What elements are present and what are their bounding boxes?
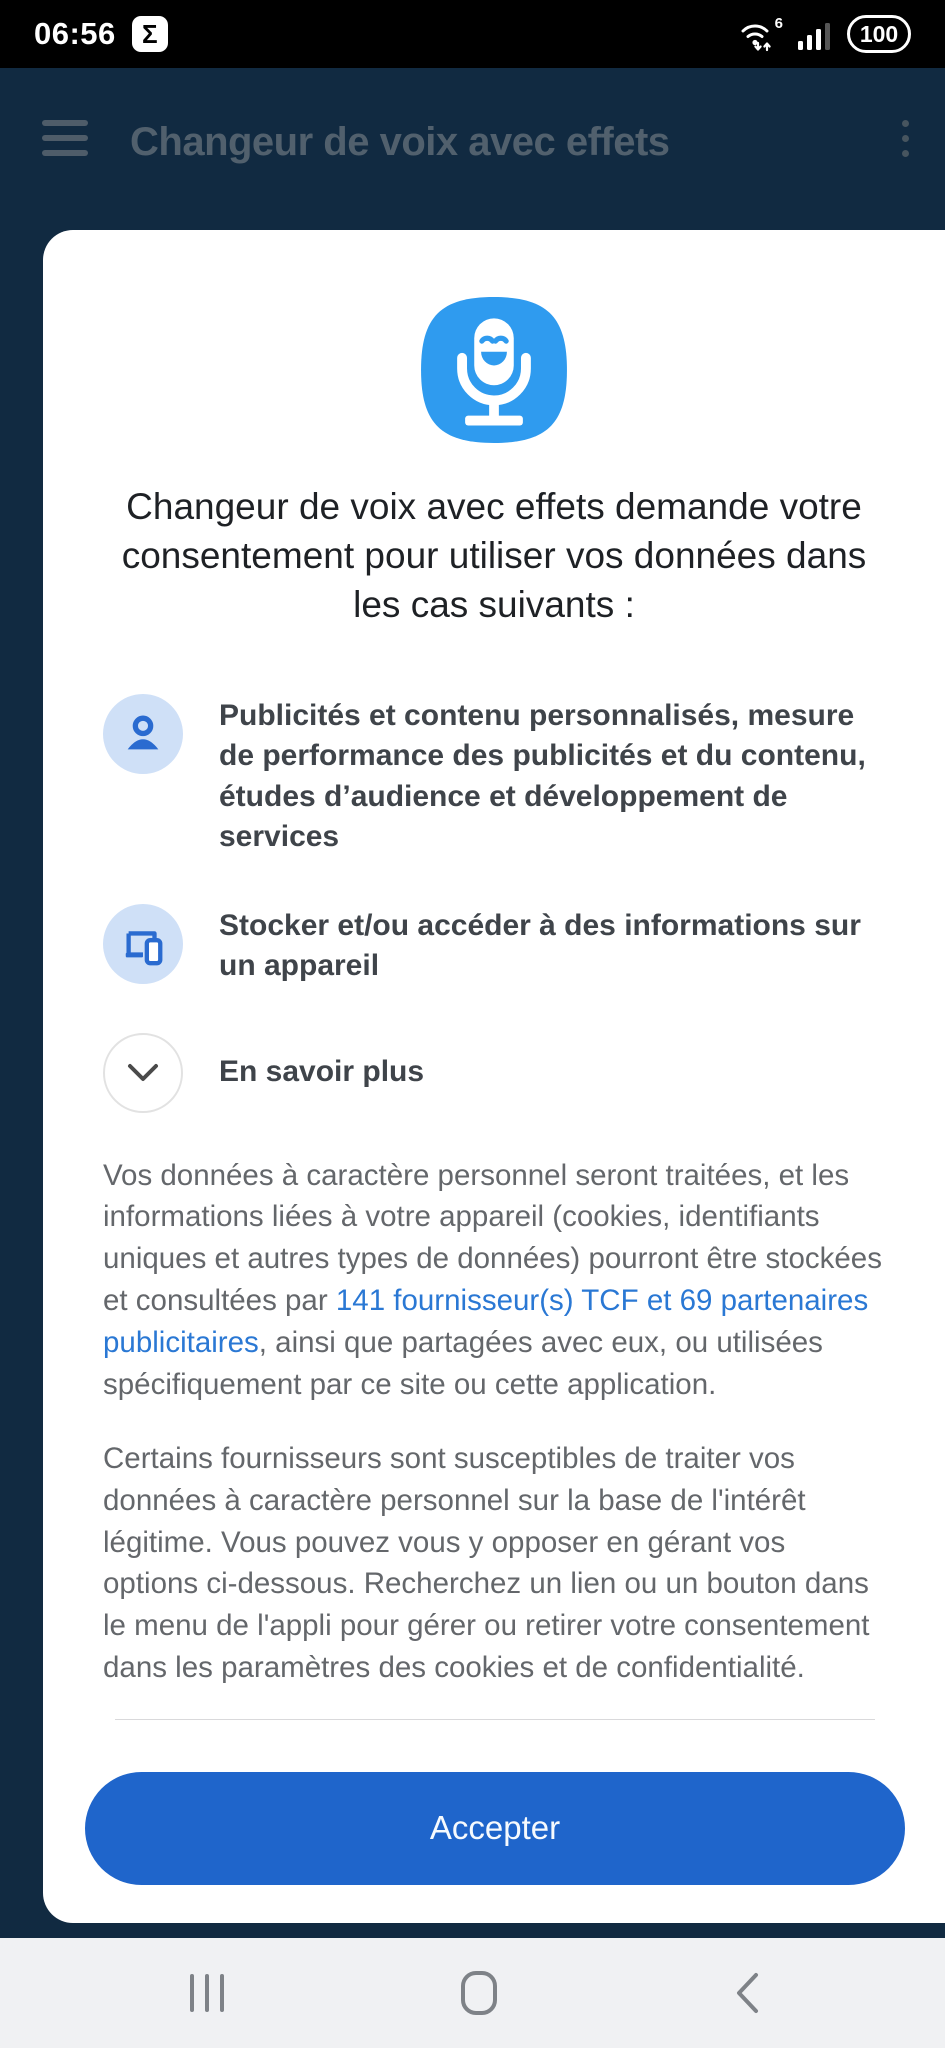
notification-app-glyph: Σ xyxy=(141,18,158,49)
status-bar-left xyxy=(34,16,168,52)
notification-app-icon xyxy=(132,16,168,52)
status-bar-right xyxy=(740,15,911,53)
wifi-icon xyxy=(740,16,783,52)
purpose-text: Stocker et/ou accéder à des informations sur un appareil xyxy=(219,908,861,983)
consent-dialog xyxy=(43,230,945,1923)
menu-icon[interactable] xyxy=(42,120,88,156)
battery-percent: 100 xyxy=(859,20,899,47)
overflow-menu-icon[interactable] xyxy=(902,120,909,157)
consent-paragraph-1 xyxy=(103,1155,885,1406)
paragraph-text: Vos données à caractère personnel seront traitées, et les informations liées à votre appareil (cookies, identifiants uniques et autres types de données) pourront être stockées et consultées par xyxy=(103,1158,882,1318)
chevron-down-icon[interactable] xyxy=(103,1033,183,1113)
divider xyxy=(115,1719,875,1720)
purpose-text: Publicités et contenu personnalisés, mesure de performance des publicités et du contenu, études d’audience et développement de services xyxy=(219,698,866,854)
home-icon xyxy=(460,1970,498,2016)
clock: 06:56 xyxy=(34,16,116,51)
battery-icon xyxy=(847,15,911,53)
signal-icon xyxy=(797,17,833,51)
person-icon xyxy=(103,694,183,774)
home-button[interactable] xyxy=(460,1970,498,2016)
tcf-vendors-link[interactable]: 141 fournisseur(s) TCF et 69 partenaires publicitaires xyxy=(103,1284,869,1360)
wifi-generation-label: 6 xyxy=(774,15,783,32)
back-button[interactable] xyxy=(734,1972,760,2014)
accept-button[interactable]: Accepter xyxy=(85,1772,905,1885)
paragraph-text: , ainsi que partagées avec eux, ou utilisées spécifiquement par ce site ou cette application. xyxy=(103,1326,823,1401)
status-bar xyxy=(0,0,945,68)
learn-more-label: En savoir plus xyxy=(219,1055,425,1089)
devices-icon xyxy=(103,904,183,984)
navigation-bar xyxy=(0,1938,945,2048)
app-logo-icon xyxy=(418,294,570,446)
purpose-item-personalised-ads xyxy=(103,694,885,858)
dialog-title: Changeur de voix avec effets demande votre consentement pour utiliser vos données dans les cas suivants : xyxy=(121,486,867,626)
learn-more-toggle[interactable] xyxy=(103,1033,885,1113)
recents-button[interactable] xyxy=(190,1974,224,2012)
app-title: Changeur de voix avec effets xyxy=(130,120,670,164)
consent-paragraph-2: Certains fournisseurs sont susceptibles de traiter vos données à caractère personnel sur la base de l'intérêt légitime. Vous pouvez vous y opposer en gérant vos options ci-dessous. Recherchez un lien ou un bouton dans le menu de l'appli pour gérer ou retirer votre consentement dans les paramètres des cookies et de confidentialité. xyxy=(103,1441,870,1685)
purpose-item-store-access xyxy=(103,904,885,987)
wifi-fan-icon xyxy=(740,16,774,52)
back-icon xyxy=(734,1972,760,2014)
app-header xyxy=(0,68,945,230)
